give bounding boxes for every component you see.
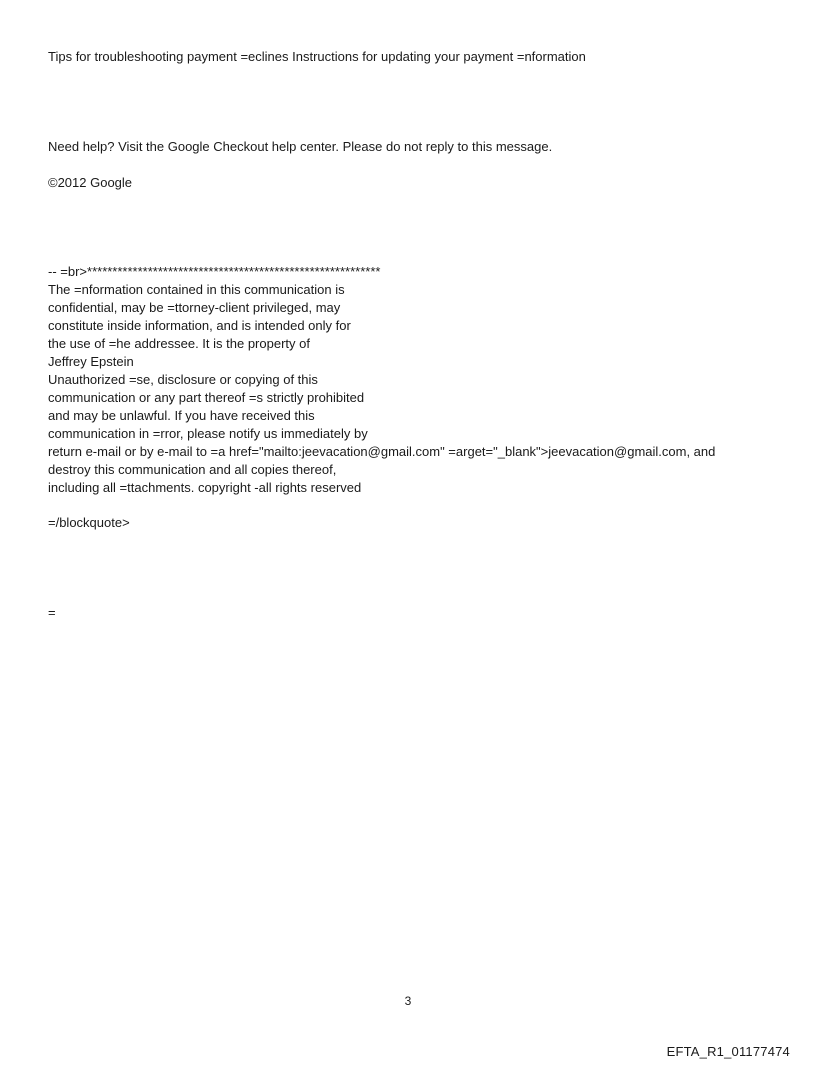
disclaimer-line: The =nformation contained in this communication is [48, 282, 345, 297]
disclaimer-line: communication in =rror, please notify us immediately by [48, 426, 368, 441]
disclaimer-line: constitute inside information, and is intended only for [48, 318, 351, 333]
disclaimer-line: confidential, may be =ttorney-client privileged, may [48, 300, 341, 315]
disclaimer-line: and may be unlawful. If you have received this [48, 408, 315, 423]
disclaimer-line: -- =br>********************************************************** [48, 264, 381, 279]
disclaimer-line: return e-mail or by e-mail to =a href="mailto:jeevacation@gmail.com" =arget="_blank">jeevacation@gmail.com, and [48, 444, 716, 459]
disclaimer-line: communication or any part thereof =s strictly prohibited [48, 390, 365, 405]
disclaimer-line: Jeffrey Epstein [48, 354, 134, 369]
disclaimer-line: the use of =he addressee. It is the property of [48, 336, 310, 351]
disclaimer-block [48, 263, 715, 497]
copyright-line: ©2012 Google [48, 175, 133, 190]
bates-number: EFTA_R1_01177474 [666, 1044, 790, 1059]
page-number: 3 [404, 994, 412, 1008]
disclaimer-line: destroy this communication and all copies thereof, [48, 462, 337, 477]
disclaimer-line: including all =ttachments. copyright -all rights reserved [48, 480, 362, 495]
tips-line: Tips for troubleshooting payment =eclines Instructions for updating your payment =nformation [48, 49, 586, 64]
disclaimer-line: Unauthorized =se, disclosure or copying of this [48, 372, 318, 387]
help-line: Need help? Visit the Google Checkout help center. Please do not reply to this message. [48, 139, 553, 154]
trailing-equals: = [48, 605, 56, 620]
blockquote-close: =/blockquote> [48, 515, 130, 530]
